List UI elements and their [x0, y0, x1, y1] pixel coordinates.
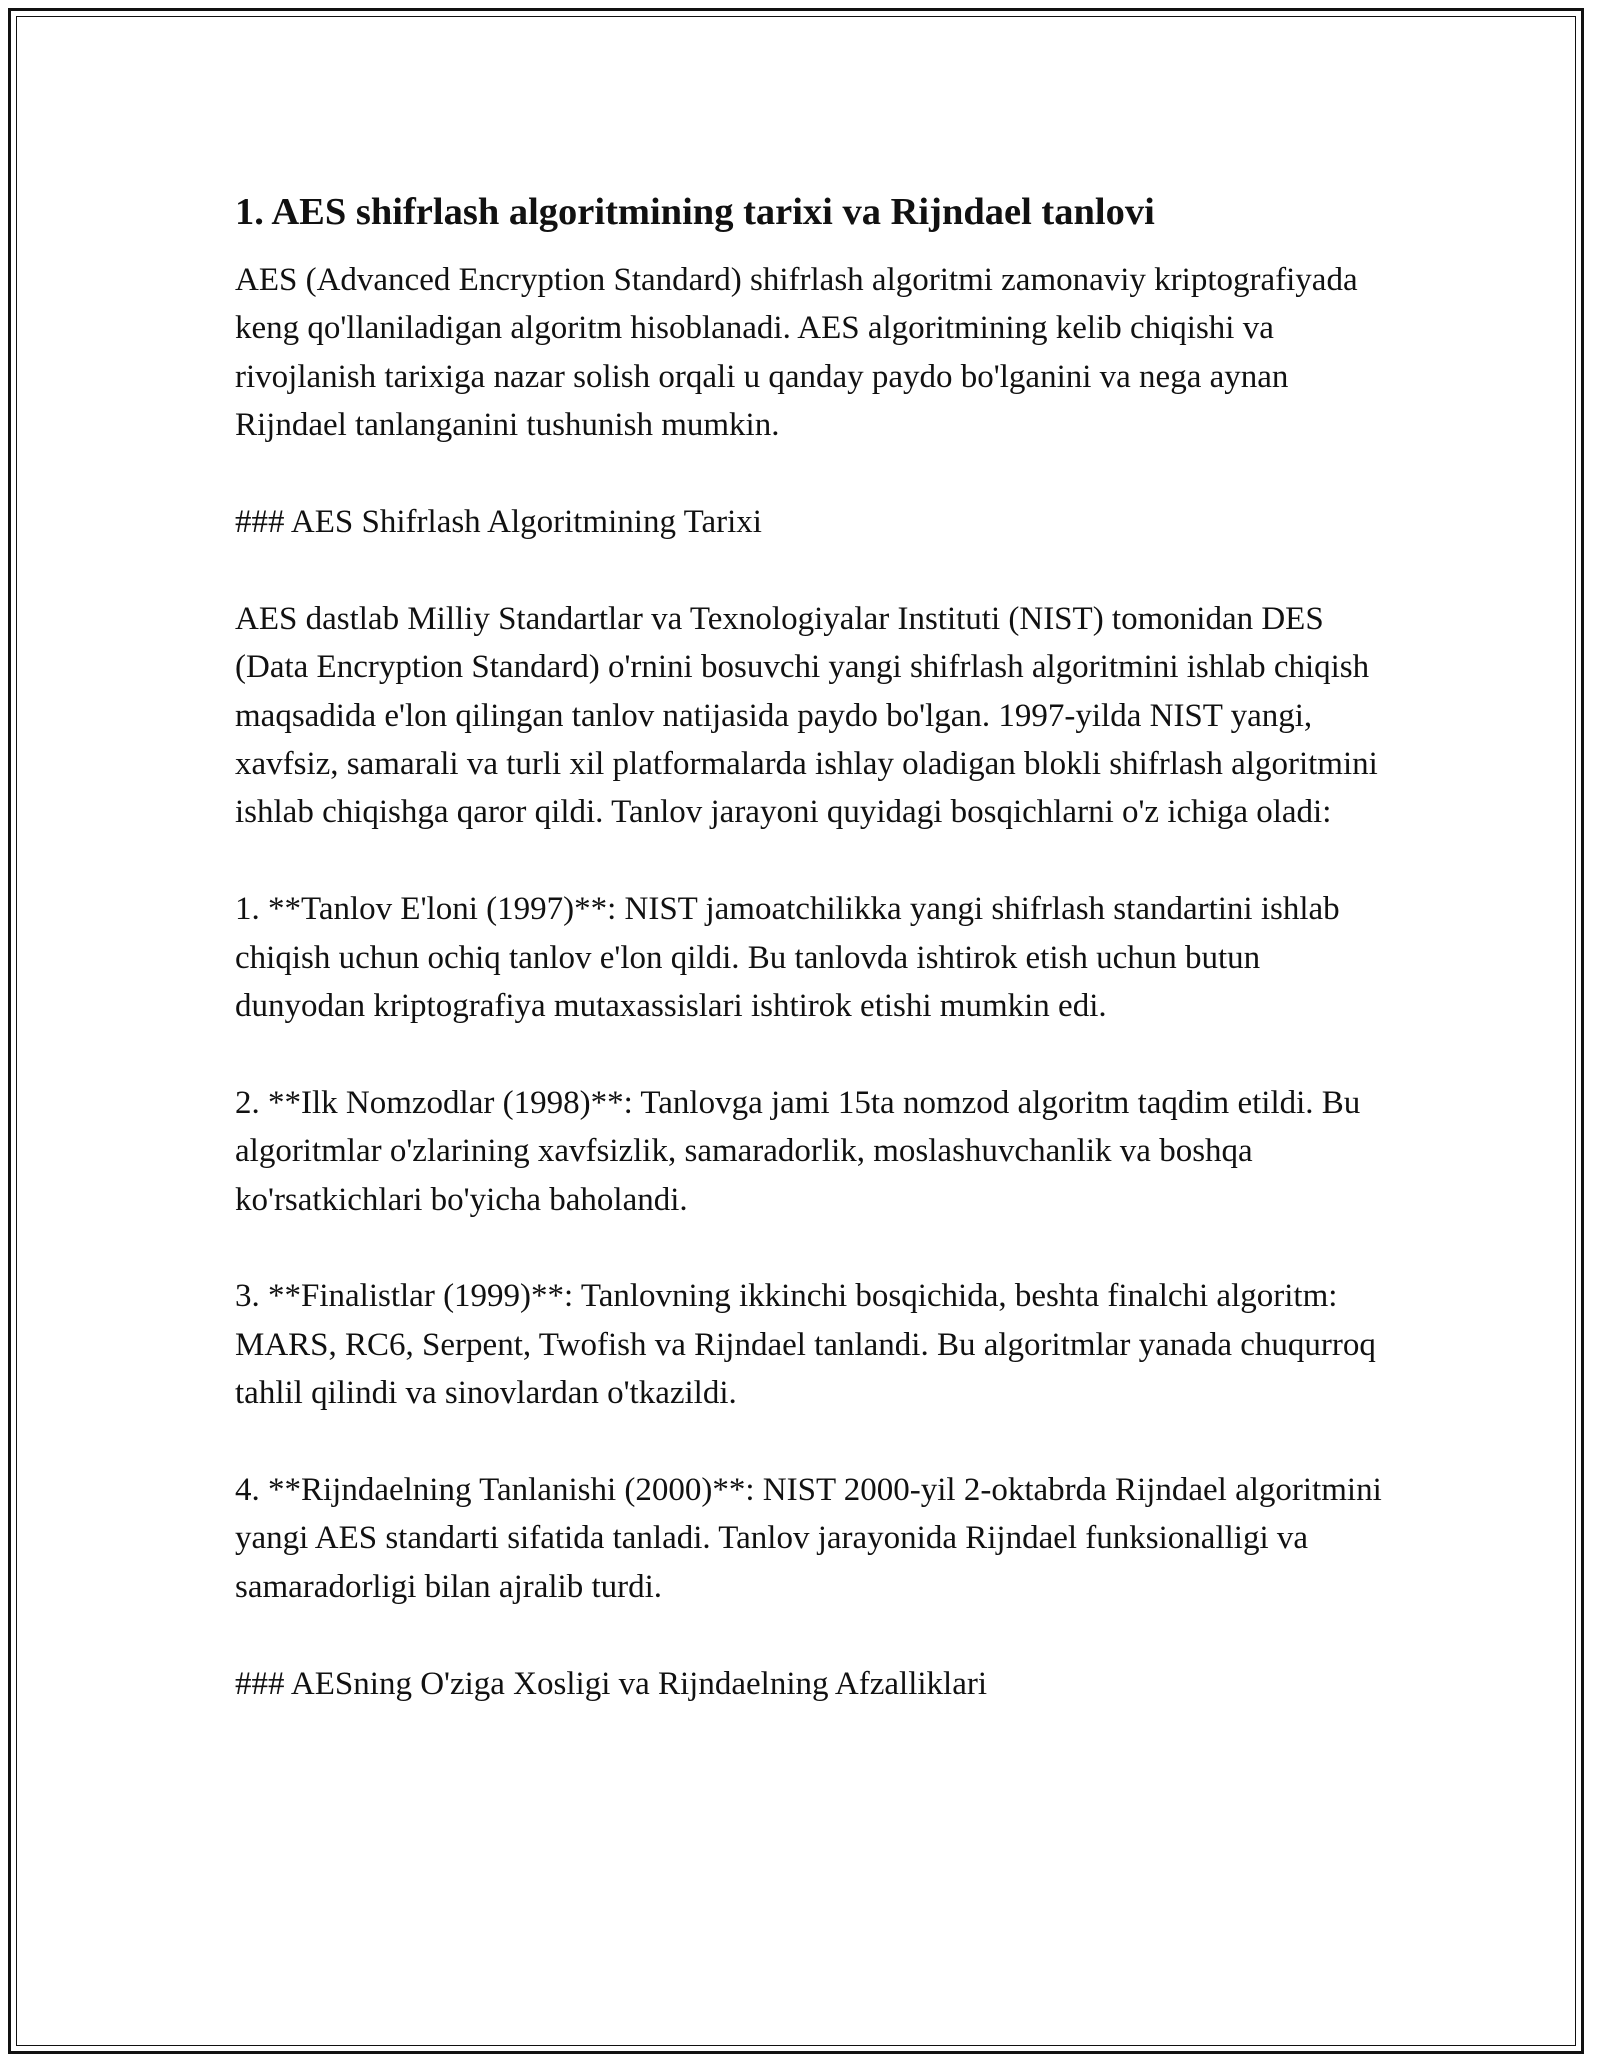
spacer	[235, 1418, 1385, 1466]
list-item-candidates: 2. **Ilk Nomzodlar (1998)**: Tanlovga jami 15ta nomzod algoritm taqdim etildi. Bu algoritmlar o'zlarining xavfsizlik, samaradorlik, moslashuvchanlik va boshqa ko'rsatkichlari bo'yicha baholandi.	[235, 1084, 1361, 1218]
section-title: 1. AES shifrlash algoritmining tarixi va Rijndael tanlovi	[235, 191, 1155, 233]
history-paragraph: AES dastlab Milliy Standartlar va Texnologiyalar Instituti (NIST) tomonidan DES (Data Encryption Standard) o'rnini bosuvchi yangi shifrlash algoritmini ishlab chiqish maqsadida e'lon qilingan tanlov natijasida paydo bo'lgan. 1997-yilda NIST yangi, xavfsiz, samarali va turli xil platformalarda ishlay oladigan blokli shifrlash algoritmini ishlab chiqishga qaror qildi. Tanlov jarayoni quyidagi bosqichlarni o'z ichiga oladi:	[235, 600, 1378, 831]
intro-paragraph: AES (Advanced Encryption Standard) shifrlash algoritmi zamonaviy kriptografiyada keng qo'llaniladigan algoritm hisoblanadi. AES algoritmining kelib chiqishi va rivojlanish tarixiga nazar solish orqali u qanday paydo bo'lganini va nega aynan Rijndael tanlanganini tushunish mumkin.	[235, 262, 1358, 444]
list-item-finalists: 3. **Finalistlar (1999)**: Tanlovning ikkinchi bosqichida, beshta finalchi algoritm: MARS, RC6, Serpent, Twofish va Rijndael tanlandi. Bu algoritmlar yanada chuqurroq tahlil qilindi va sinovlardan o'tkazildi.	[235, 1278, 1376, 1412]
subheading-history: ### AES Shifrlash Algoritmining Tarixi	[235, 504, 762, 541]
spacer	[235, 1611, 1385, 1659]
spacer	[235, 1030, 1385, 1078]
subheading-advantages: ### AESning O'ziga Xosligi va Rijndaelning Afzalliklari	[235, 1665, 988, 1702]
spacer	[235, 1224, 1385, 1272]
list-item-selection: 4. **Rijndaelning Tanlanishi (2000)**: NIST 2000-yil 2-oktabrda Rijndael algoritmini yangi AES standarti sifatida tanladi. Tanlov jarayonida Rijndael funksionalligi va samaradorligi bilan ajralib turdi.	[235, 1472, 1382, 1605]
list-item-announcement: 1. **Tanlov E'loni (1997)**: NIST jamoatchilikka yangi shifrlash standartini ishlab chiqish uchun ochiq tanlov e'lon qildi. Bu tanlovda ishtirok etish uchun butun dunyodan kriptografiya mutaxassislari ishtirok etishi mumkin edi.	[235, 891, 1340, 1025]
document-body	[235, 186, 1385, 1708]
spacer	[235, 837, 1385, 885]
spacer	[235, 450, 1385, 498]
spacer	[235, 546, 1385, 594]
